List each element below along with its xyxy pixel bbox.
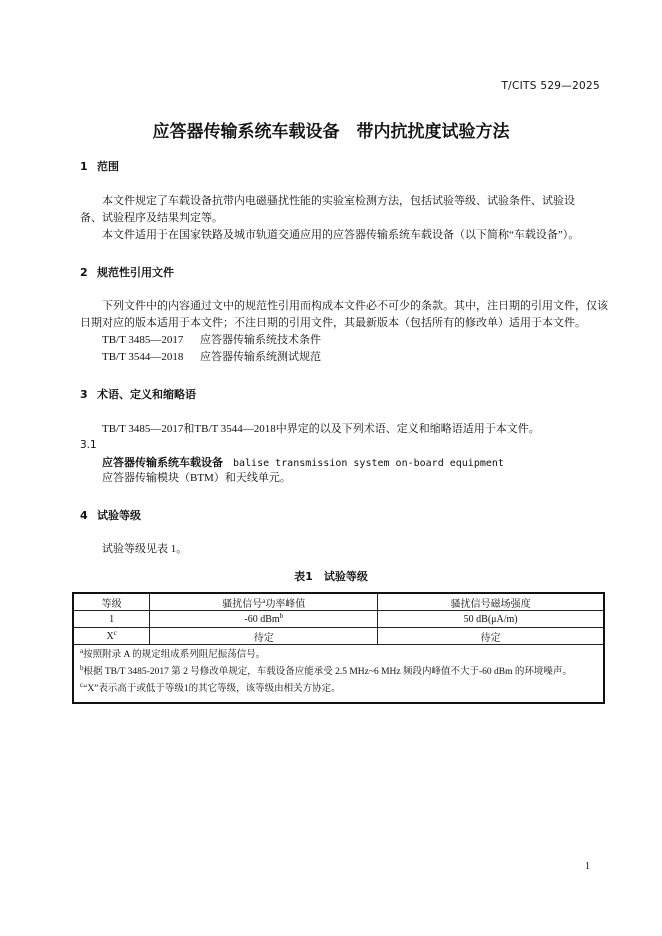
test-grade-table (72, 592, 605, 704)
section-heading-1: 1 范围 (80, 160, 119, 173)
paragraph: 日期对应的版本适用于本文件；不注日期的引用文件，其最新版本（包括所有的修改单）适用于本文件。 (80, 317, 586, 329)
table-cell: 1 (73, 611, 150, 628)
table-note: $^a$按照附录 A 的规定组成系列阻尼振荡信号。 (80, 647, 266, 660)
section-heading-3: 3 术语、定义和缩略语 (80, 388, 196, 401)
paragraph: 本文件适用于在国家铁路及城市轨道交通应用的应答器传输系统车载设备（以下简称“车载设备”）。 (102, 229, 580, 241)
header-cell: 骚扰信号$^a$功率峰值 (150, 593, 378, 611)
page-number: 1 (585, 861, 590, 872)
paragraph: 备、试验程序及结果判定等。 (80, 212, 223, 224)
table-cell: $X^c$ (73, 628, 150, 645)
paragraph: TB/T 3485—2017和TB/T 3544—2018中界定的以及下列术语、定义和缩略语适用于本文件。 (102, 423, 540, 435)
header-cell: 等级 (73, 593, 150, 611)
reference-item: TB/T 3485—2017 应答器传输系统技术条件 (102, 334, 321, 346)
term-number: 3.1 (80, 439, 97, 451)
page-title: 应答器传输系统车载设备 带内抗扰度试验方法 (152, 122, 510, 142)
reference-item: TB/T 3544—2018 应答器传输系统测试规范 (102, 351, 321, 363)
table-cell: 50 dB(μA/m) (378, 611, 604, 628)
table-notes-row (73, 645, 604, 704)
table-note: $^b$根据 TB/T 3485-2017 第 2 号修改单规定，车载设备应能承受 2.5 MHz~6 MHz 频段内峰值不大于-60 dBm 的环境噪声。 (80, 664, 572, 677)
paragraph: 试验等级见表 1。 (102, 543, 188, 555)
section-heading-2: 2 规范性引用文件 (80, 266, 174, 279)
table-header-row (73, 593, 604, 611)
table-row (73, 611, 604, 628)
table-caption: 表1 试验等级 (294, 570, 368, 583)
document-number: T/CITS 529—2025 (501, 80, 600, 92)
section-heading-4: 4 试验等级 (80, 509, 141, 522)
table-notes (73, 645, 604, 704)
paragraph: 本文件规定了车载设备抗带内电磁骚扰性能的实验室检测方法，包括试验等级、试验条件、试验设 (102, 195, 575, 207)
table-cell: 待定 (378, 628, 604, 645)
table-row (73, 628, 604, 645)
paragraph: 下列文件中的内容通过文中的规范性引用而构成本文件必不可少的条款。其中，注日期的引用文件，仅该 (102, 300, 608, 312)
table-cell: 待定 (150, 628, 378, 645)
term-title: 应答器传输系统车载设备 balise transmission system on-board equipment (102, 456, 504, 469)
table-cell: -60 dBm$^b$ (150, 611, 378, 628)
header-cell: 骚扰信号磁场强度 (378, 593, 604, 611)
table-note: $^c$“X”表示高于或低于等级1的其它等级，该等级由相关方协定。 (80, 681, 341, 694)
term-definition: 应答器传输模块（BTM）和天线单元。 (102, 472, 291, 484)
